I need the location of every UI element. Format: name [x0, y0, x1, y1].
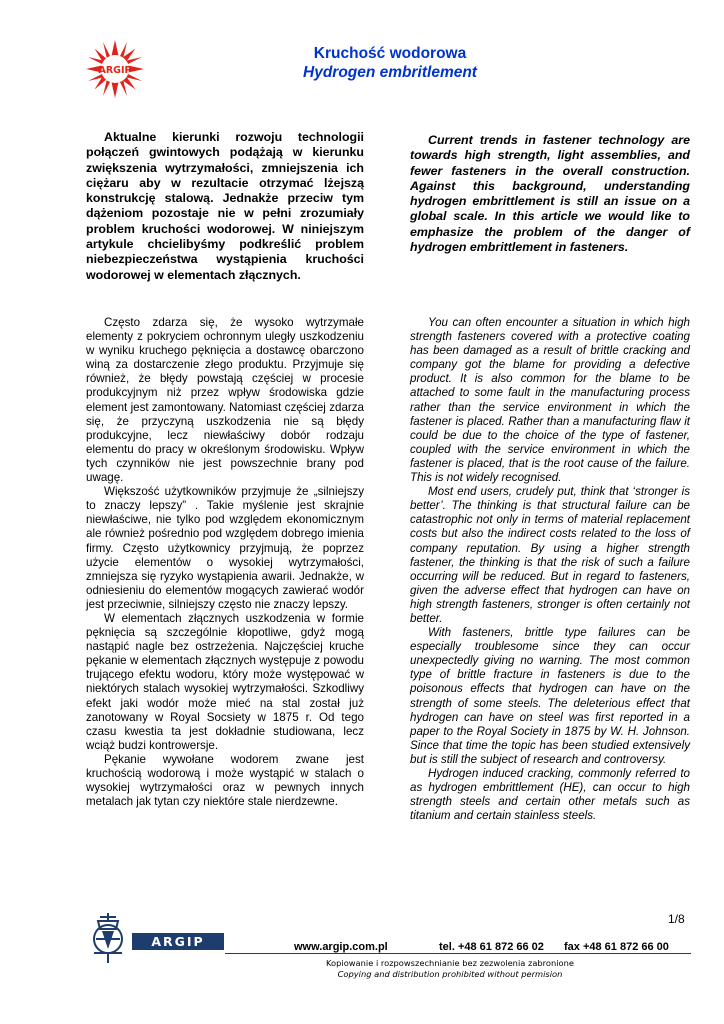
lead-text-english: Current trends in fastener technology are towards high strength, light assemblies, and fewer fasteners in the overall construction. Against this background, understanding hydrogen embrittlement is still an issue on a global scale. In this article we would like to emphasize the problem of the danger of hydrogen embrittlement in fasteners.	[410, 133, 690, 255]
body-paragraph-pl-2: Większość użytkowników przyjmuje że „silniejszy to znaczy lepszy” . Takie myślenie jest skrajnie niewłaściwe, nie tylko pod względem ekonomicznym ale również pośrednio pod względem dobrego imienia firmy. Często użytkownicy przyjmują, że poprzez użycie elementów o wysokiej wytrzymałości, zmniejsza się ryzyko wystąpienia awarii. Jednakże, w odniesieniu do elementów mogących zawierać wodór jest przeciwnie, silniejszy często nie znaczy lepszy.	[86, 485, 364, 611]
body-column-english	[410, 316, 690, 823]
lead-paragraph-polish	[86, 130, 364, 283]
title-english: Hydrogen embritlement	[303, 64, 477, 81]
footer-divider	[225, 953, 691, 954]
body-paragraph-en-4: Hydrogen induced cracking, commonly referred to as hydrogen embrittlement (HE), can occur to high strength steels and certain other metals such as titanium and certain stainless steels.	[410, 767, 690, 823]
knight-emblem-icon	[86, 909, 134, 965]
phone-number: tel. +48 61 872 66 02	[439, 941, 544, 953]
body-column-polish	[86, 316, 364, 809]
body-paragraph-en-2: Most end users, crudely put, think that ‘stronger is better’. The thinking is that structural failure can be catastrophic not only in terms of material replacement costs but also the indirect costs related to the loss of company reputation. By using a higher strength fastener, the thinking is that the risk of such a failure occurring will be reduced. But in regard to fasteners, given the adverse effect that hydrogen can have on high strength fasteners, stronger is often certainly not better.	[410, 485, 690, 625]
brand-bar: ARGIP	[132, 933, 224, 950]
body-paragraph-en-3: With fasteners, brittle type failures can be especially troublesome since they can occur unexpectedly giving no warning. The most common type of brittle fracture in fasteners is due to the poisonous effects that hydrogen can have on the strength of some steels. The deleterious effect that hydrogen can have on steel was first reported in a paper to the Royal Society in 1875 by W. H. Johnson. Since that time the topic has been studied extensively but is still the subject of research and controversy.	[410, 626, 690, 766]
lead-text-polish: Aktualne kierunki rozwoju technologii połączeń gwintowych podążają w kierunku zwiększenia wytrzymałości, zmniejszenia ich ciężaru aby w rezultacie otrzymać lżejszą konstrukcję stalową. Jednakże przeciw tym dążeniom pozostaje nie w pełni zrozumiały problem kruchości wodorowej. W niniejszym artykule chcielibyśmy podkreślić problem niebezpieczeństwa wystąpienia kruchości wodorowej w elementach złącznych.	[86, 130, 364, 282]
page-number: 1/8	[668, 912, 685, 926]
body-paragraph-pl-3: W elementach złącznych uszkodzenia w formie pęknięcia są szczególnie kłopotliwe, gdyż mogą nastąpić nagle bez ostrzeżenia. Najczęściej kruche pękanie w elementach złącznych występuje z powodu trującego efektu wodoru, który może występować w niektórych stalach wysokiej wytrzymałości. Szkodliwy efekt jaki wodór może mieć na stal został już zanotowany w Royal Socsiety w 1875 r. Od tego czasu kwestia ta jest dokładnie studiowana, lecz wciąż budzi kontrowersje.	[86, 611, 364, 752]
lead-paragraph-english	[410, 133, 690, 255]
copyright-english: Copying and distribution prohibited without permision	[337, 969, 563, 979]
logo-text: ARGIP	[98, 65, 132, 76]
website-link[interactable]: www.argip.com.pl	[294, 941, 388, 953]
fax-number: fax +48 61 872 66 00	[564, 941, 669, 953]
title-polish: Kruchość wodorowa	[313, 45, 467, 62]
copyright-polish: Kopiowanie i rozpowszechnianie bez zezwolenia zabronione	[326, 958, 574, 968]
document-title	[250, 44, 530, 82]
body-paragraph-en-1: You can often encounter a situation in which high strength fasteners covered with a protective coating has been damaged as a result of brittle cracking and company got the blame for providing a defective product. It is also common for the blame to be attached to some fault in the manufacturing process rather than the service environment in which the fastener is placed. Rather than a manufacturing flaw it could be due to the choice of the type of fastener, coupled with the service environment in which the fastener is placed, that is the root cause of the failure. This is not widely recognised.	[410, 316, 690, 485]
argip-logo	[86, 40, 144, 98]
body-paragraph-pl-1: Często zdarza się, że wysoko wytrzymałe elementy z pokryciem ochronnym uległy uszkodzeniu w wyniku kruchego pęknięcia a dostawcę obarczono winą za dostarczenie złego produktu. Przyjmuje się również, że błędy powstają częściej w procesie produkcyjnym niż przez wpływ środowiska gdzie element jest zamontowany. Natomiast częściej zdarza się, że przyczyną uszkodzenia nie są błędy produkcyjne, lecz niewłaściwy dobór rodzaju elementu do pracy w określonym środowisku. Wpływ tych czynników nie jest powszechnie brany pod uwagę.	[86, 316, 364, 485]
body-paragraph-pl-4: Pękanie wywołane wodorem zwane jest kruchością wodorową i może wystąpić w stalach o wysokiej wytrzymałości oraz w pewnych innych metalach jak tytan czy niektóre stale nierdzewne.	[86, 752, 364, 809]
copyright-note	[220, 958, 680, 980]
